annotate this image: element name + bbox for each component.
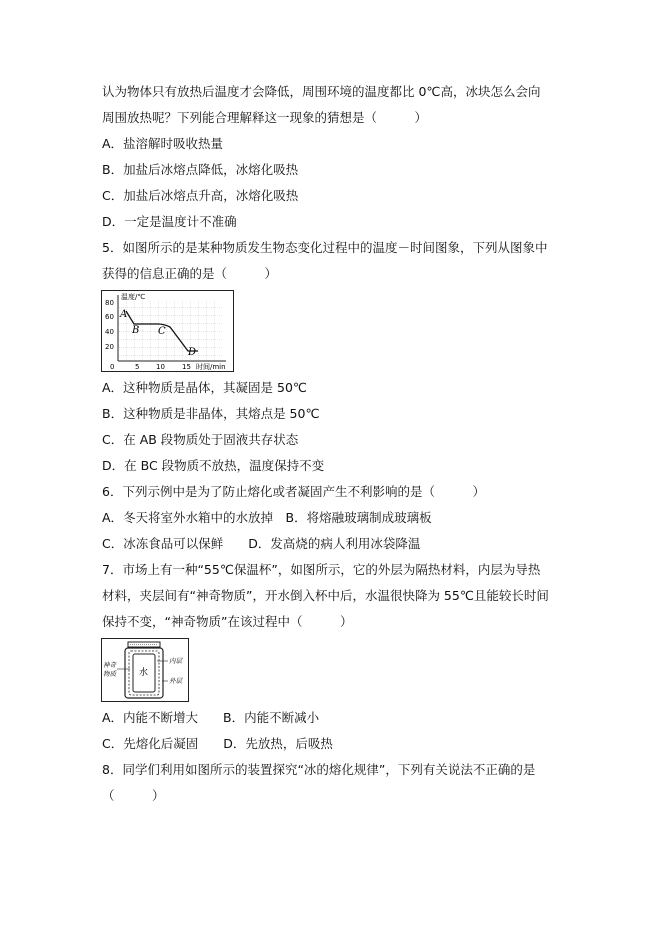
x-tick-10: 10 [156, 363, 165, 371]
q6-options-ab: A．冬天将室外水箱中的水放掉 B．将熔融玻璃制成玻璃板 [102, 510, 432, 525]
q5-option-c: C．在 AB 段物质处于固液共存状态 [102, 432, 299, 447]
q4-option-b: B．加盐后冰熔点降低，冰熔化吸热 [102, 162, 299, 177]
y-tick-20: 20 [105, 343, 114, 351]
inner-layer-label: 内层 [169, 657, 182, 665]
temperature-time-graph [101, 290, 234, 372]
q7-options-ab: A．内能不断增大 B．内能不断减小 [102, 710, 320, 725]
q4-option-a: A．盐溶解时吸收热量 [102, 136, 224, 151]
q5-option-a: A．这种物质是晶体，其凝固是 50℃ [102, 380, 307, 395]
q5-stem-line-1: 5．如图所示的是某种物质发生物态变化过程中的温度－时间图象，下列从图象中 [102, 240, 548, 255]
x-tick-5: 5 [135, 363, 140, 371]
y-tick-80: 80 [105, 299, 114, 307]
q6-options-cd: C．冰冻食品可以保鲜 D．发高烧的病人利用冰袋降温 [102, 536, 421, 551]
q4-option-c: C．加盐后冰熔点升高，冰熔化吸热 [102, 188, 299, 203]
q5-stem-line-2: 获得的信息正确的是（ ） [102, 266, 278, 281]
thermos-cup-diagram [101, 638, 189, 702]
magic-material-label-1: 神奇 [103, 661, 116, 669]
point-label-d: D [188, 347, 197, 358]
q7-stem-line-1: 7．市场上有一种“55℃保温杯”，如图所示，它的外层为隔热材料，内层为导热 [102, 562, 541, 577]
point-label-b: B [132, 325, 140, 336]
q8-stem-line-2: （ ） [102, 788, 165, 803]
q4-stem-line-1: 认为物体只有放热后温度才会降低，周围环境的温度都比 0℃高，冰块怎么会向 [102, 84, 541, 99]
q7-stem-line-2: 材料，夹层间有“神奇物质”，开水倒入杯中后，水温很快降为 55℃且能较长时间 [102, 588, 549, 603]
q8-stem-line-1: 8．同学们利用如图所示的装置探究“冰的熔化规律”，下列有关说法不正确的是 [102, 762, 536, 777]
y-tick-60: 60 [105, 313, 114, 321]
x-tick-15: 15 [182, 363, 191, 371]
q4-stem-line-2: 周围放热呢？下列能合理解释这一现象的猜想是（ ） [102, 110, 428, 125]
q5-option-d: D．在 BC 段物质不放热，温度保持不变 [102, 458, 325, 473]
x-tick-0: 0 [110, 363, 115, 371]
q5-option-b: B．这种物质是非晶体，其熔点是 50℃ [102, 406, 320, 421]
q7-options-cd: C．先熔化后凝固 D．先放热，后吸热 [102, 736, 333, 751]
q7-stem-line-3: 保持不变，“神奇物质”在该过程中（ ） [102, 614, 353, 629]
q4-option-d: D．一定是温度计不准确 [102, 214, 237, 229]
q6-stem: 6．下列示例中是为了防止熔化或者凝固产生不利影响的是（ ） [102, 484, 485, 499]
point-label-a: A [120, 309, 128, 320]
magic-material-label-2: 物质 [103, 670, 116, 678]
point-label-c: C [158, 326, 166, 337]
outer-layer-label: 外层 [169, 677, 182, 685]
y-axis-label: 温度/℃ [121, 293, 146, 301]
y-tick-40: 40 [105, 328, 114, 336]
x-axis-label: 时间/min [196, 363, 226, 371]
water-label: 水 [139, 668, 149, 678]
